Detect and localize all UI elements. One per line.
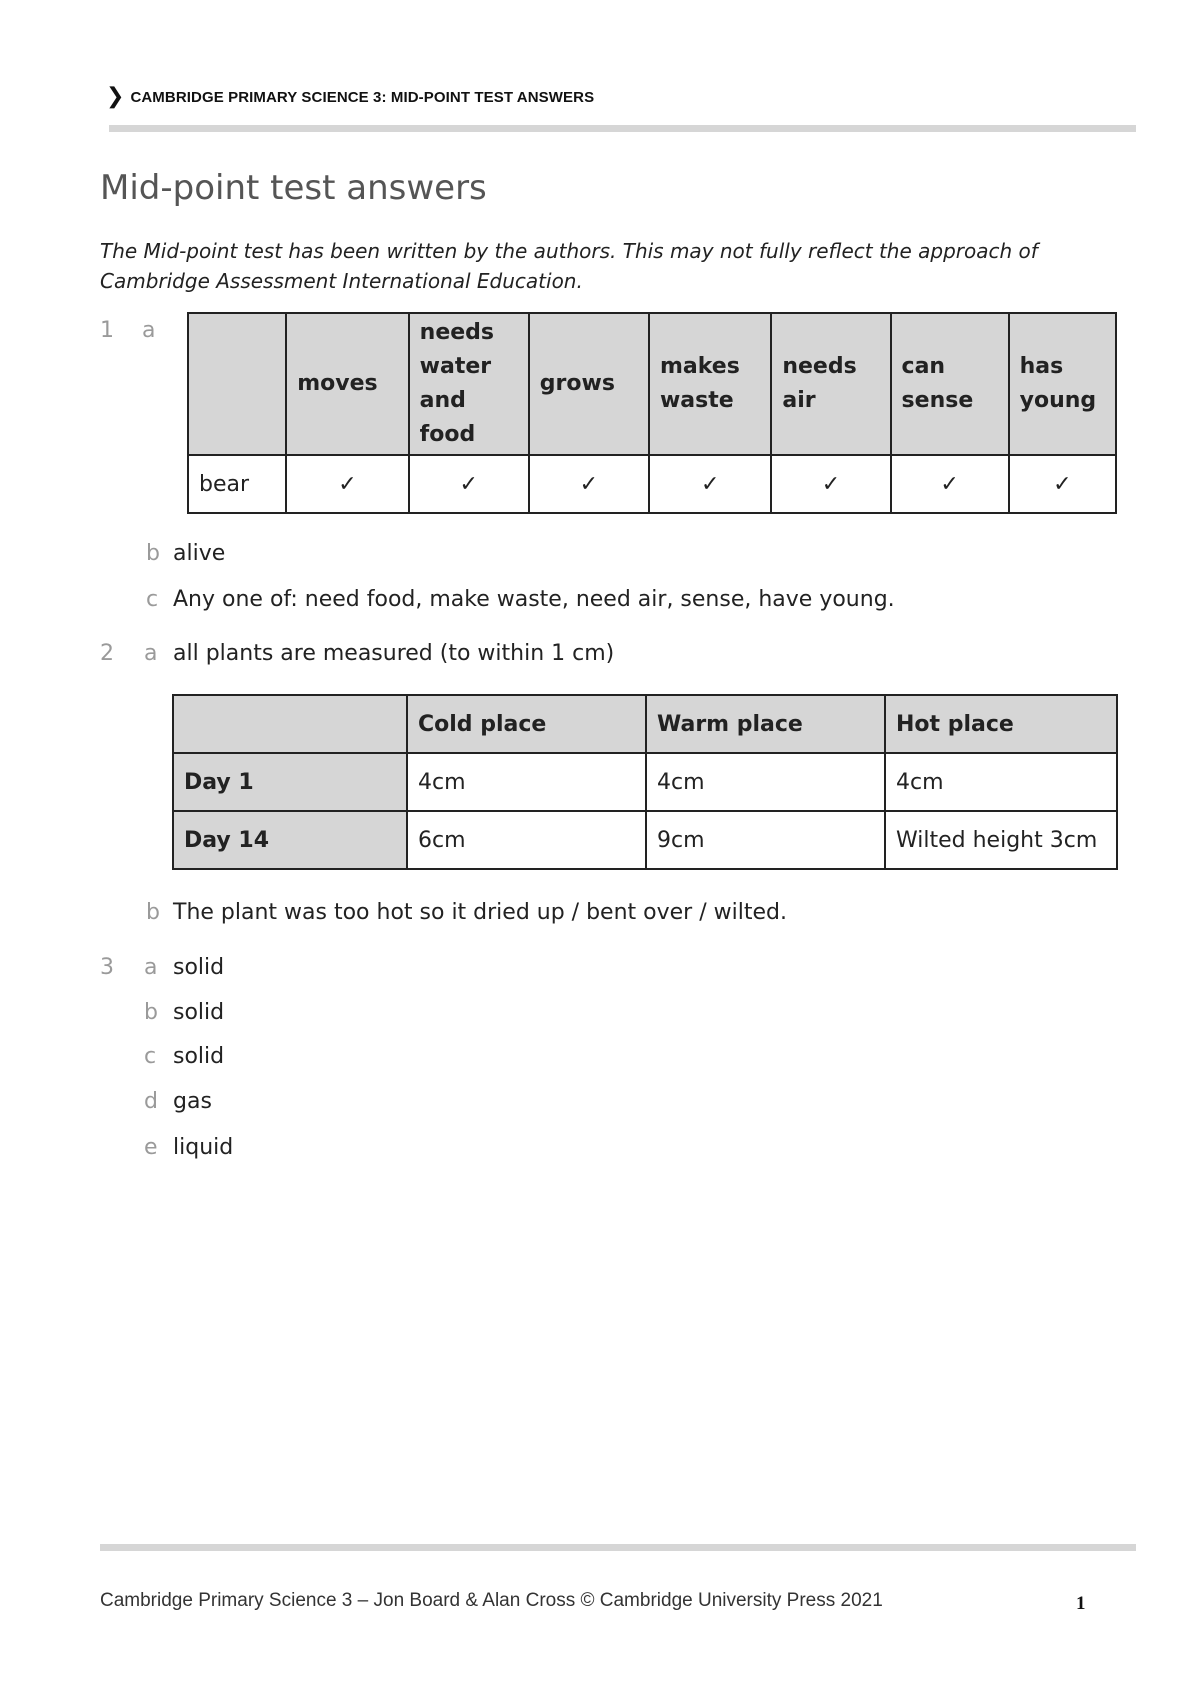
- table-header-cell: Cold place: [407, 695, 646, 753]
- table-row-label: Day 14: [173, 811, 407, 869]
- question-number-3: 3: [100, 955, 114, 980]
- answer-2b: The plant was too hot so it dried up / bent over / wilted.: [173, 900, 787, 925]
- check-icon: ✓: [771, 455, 890, 513]
- table-cell-animal: bear: [188, 455, 286, 513]
- page-number: 1: [1076, 1593, 1086, 1614]
- running-header: [106, 86, 594, 108]
- footer-text: Cambridge Primary Science 3 – Jon Board & Alan Cross © Cambridge University Press 2021: [100, 1590, 883, 1611]
- table-header-cell: grows: [529, 313, 649, 455]
- part-letter-3c: c: [144, 1044, 157, 1069]
- part-letter-2a: a: [144, 641, 158, 666]
- table-header-cell: makes waste: [649, 313, 771, 455]
- table-header-row: [173, 695, 1117, 753]
- question-number-1: 1: [100, 318, 114, 343]
- characteristics-table: [187, 312, 1117, 514]
- table-header-cell: has young: [1009, 313, 1116, 455]
- part-letter-1b: b: [146, 541, 160, 566]
- answer-2a: all plants are measured (to within 1 cm): [173, 641, 615, 666]
- header-text: CAMBRIDGE PRIMARY SCIENCE 3: MID-POINT TEST ANSWERS: [130, 88, 595, 106]
- answer-3b: solid: [173, 1000, 225, 1025]
- table-cell: Wilted height 3cm: [885, 811, 1117, 869]
- answer-3a: solid: [173, 955, 225, 980]
- check-icon: ✓: [649, 455, 771, 513]
- table-header-cell: [188, 313, 286, 455]
- part-letter-3e: e: [144, 1135, 158, 1160]
- check-icon: ✓: [529, 455, 649, 513]
- plant-growth-table: [172, 694, 1118, 870]
- part-letter-3a: a: [144, 955, 158, 980]
- answer-1b: alive: [173, 541, 226, 566]
- table-cell: 4cm: [646, 753, 885, 811]
- chevron-right-icon: ❯: [106, 84, 125, 109]
- part-letter-3b: b: [144, 1000, 158, 1025]
- table-row: [173, 811, 1117, 869]
- part-letter-1a: a: [142, 318, 156, 343]
- table-header-cell: Hot place: [885, 695, 1117, 753]
- header-divider: [109, 125, 1136, 132]
- table-header-cell: moves: [286, 313, 408, 455]
- table-header-cell: [173, 695, 407, 753]
- table-row: [173, 753, 1117, 811]
- question-number-2: 2: [100, 641, 114, 666]
- table-cell: 6cm: [407, 811, 646, 869]
- page-title: Mid-point test answers: [100, 168, 487, 208]
- table-header-cell: needs water and food: [409, 313, 529, 455]
- answer-1c: Any one of: need food, make waste, need air, sense, have young.: [173, 587, 895, 612]
- table-row: [188, 455, 1116, 513]
- check-icon: ✓: [1009, 455, 1116, 513]
- check-icon: ✓: [409, 455, 529, 513]
- answer-3c: solid: [173, 1044, 225, 1069]
- table-header-row: [188, 313, 1116, 455]
- footer-divider: [100, 1544, 1136, 1551]
- table-cell: 4cm: [407, 753, 646, 811]
- table-header-cell: can sense: [891, 313, 1009, 455]
- answer-3e: liquid: [173, 1135, 234, 1160]
- part-letter-2b: b: [146, 900, 160, 925]
- part-letter-1c: c: [146, 587, 159, 612]
- table-row-label: Day 1: [173, 753, 407, 811]
- answer-3d: gas: [173, 1089, 212, 1114]
- table-header-cell: needs air: [771, 313, 890, 455]
- part-letter-3d: d: [144, 1089, 158, 1114]
- table-header-cell: Warm place: [646, 695, 885, 753]
- check-icon: ✓: [286, 455, 408, 513]
- check-icon: ✓: [891, 455, 1009, 513]
- table-cell: 9cm: [646, 811, 885, 869]
- intro-note: The Mid-point test has been written by the authors. This may not fully reflect the approach of Cambridge Assessment International Education.: [100, 239, 1038, 293]
- table-cell: 4cm: [885, 753, 1117, 811]
